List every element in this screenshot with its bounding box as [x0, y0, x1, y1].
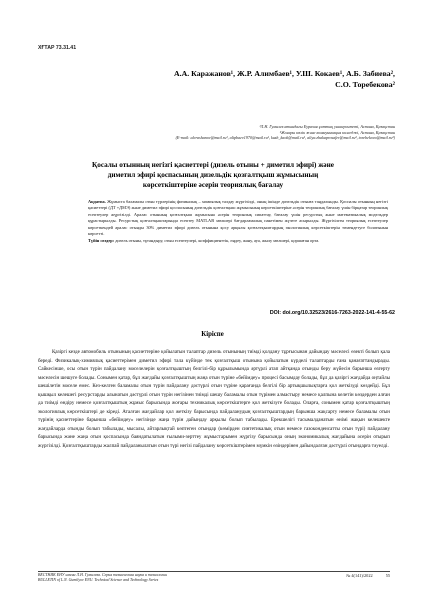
keywords-text: дизель отыны, тұтандыру, отын есептеулері, коэффициенттік, өңдеу, жану, ауа, жылу мөлшері, қоршаған орта.: [115, 237, 320, 243]
section-heading: Кіріспе: [201, 331, 224, 338]
title-line: диметил эфирі қоспасының дизельдік қозғалтқыш жұмысының: [107, 171, 319, 179]
abstract-label: Аңдатпа.: [88, 199, 106, 204]
body-text: [38, 348, 390, 451]
authors-line: С.О. Торебекова²: [335, 80, 395, 89]
affiliation-emails: (E-mail: alerashanov@mail.ru¹, alipbaev1970@mail.ru¹, kush_kaok@mail.ru¹, aliya.zhakaprosafer@mail.ru², torebekova@mail.ru²): [175, 135, 395, 141]
affiliation-line: ¹Л.Н. Гумилев атындағы Еуразия ұлттық университеті, Астана, Қазақстан: [259, 124, 395, 129]
footer-journal-ru: ВЕСТНИК ЕНУ имени Л.Н. Гумилева. Серия техническая наука и технологии: [38, 573, 168, 577]
body-paragraph: Қазіргі кезде автомобиль отынының қасиеттеріне қойылатын талаптар дизель отынының тиімді қолдану тұрғысынан дайындау мәселесі өзекті болып қала береді. Физикалық-химиялық қасиеттерімен диметил эфирі тала күйінде тек қозғалтқыш отынына қойылатын күрделі талаптарды ғана қанағаттандырады. Сайкесінше, осы отын түрін пайдалану мәселелерін қозғалтқыштың белгілі-бір құрылымында әртүрлі атап айтқанда отынды беру жүйесін барынша өзгерту мәселесін шешуге болады. Сонымен қатар, бұл жағдайы қозғалтқыштың жаңа отын түріне «бейімдеу» процесі басымдау болады, бұл да қазіргі жағдайда оңтайлы шешілетін мәселе емес. Кез-келген баламалы отын түрін пайдалану дәстүрлі отын түріне қарағанда белгілі бір артықшылықтарға қол жеткізуді көздейді. Бұл қышқыл келешегі ресурстарды алынатын дәстүрлі отын түрін негізінен тиімді шешу баламалы отын түрімен алмастыру немесе қалпына келетін көздерден алған да тиімді өндіру немесе қозғалтқыштың жұмыс барысында жоғары техникалық көрсеткіштерге қол жеткізуге болады. Оларға, сонымен қатар қозғалтқыштың экологиялық көрсеткіштері де кіреді. Аталған жағдайлар қол жеткізу барысында пайдаланудың қозғалтқыштардың барынша жақсарту немесе баламалы отын түрінің қасиеттеріне барынша «бейімдеу» негізінде жаңа түрін дайындау арқылы болып табылады. Ерекшелігі тасымалданатын өнімі жақын келешекте жағдайларда отынды болып табылады, мысалы, айтарлықтай көптеген отындар (көмірден синтетикалық отын немесе газоконденсатты отын түрі) пайдалану барысында және жаңа отын қоспасында баяндатылатын ғылыми-зерттеу жұмыстарымен жүргізу барысында оның экономикалық жағдайына әсерін отырып жүргізілді. Қозғалтқыштарды жалпай пайдаланылатын отын түрі негізі пайдалану көрсеткіштерімен мүмкін өзіндерінен дайындалған дәстүрлі отындарға тәуелді.: [38, 349, 390, 450]
footer-divider: [38, 571, 390, 572]
keywords: [88, 238, 388, 244]
authors-line: А.А. Каражанов¹, Ж.Р. Алимбаев¹, У.Ш. Кокаев¹, А.Б. Забиева²,: [174, 69, 395, 78]
doi-link[interactable]: DOI: doi.org/10.32523/2616-7263-2022-141-4-55-62: [269, 310, 395, 316]
affiliations: [65, 124, 395, 141]
title-line: көрсеткіштеріне әсерін теориялық бағалау: [142, 181, 284, 189]
keywords-label: Түйін сөздер:: [88, 237, 115, 243]
footer-issue-page: [334, 573, 390, 578]
page-number: 55: [385, 573, 390, 578]
title-line: Қосалы отынның негізгі қасиеттері (дизель отыны + диметил эфирі) және: [92, 161, 334, 169]
footer-journal-en: BULLETIN of L.N. Gumilyov ENU. Technical Science and Technology Series: [38, 578, 159, 583]
authors: [65, 68, 395, 90]
affiliation-line: ²Жоғары көлік және коммуникация колледжі, Астана, Қазақстан: [279, 129, 395, 135]
journal-footer: [38, 573, 167, 583]
abstract-text: Жұмыста баламалы отын түрлерінің физикалық – химиялық талдау жүргізілді, оның ішінде дизельдік отынға таңдалынды. Қоспалы отынның негізгі қасиеттері (ДТ +ДМЭ) және диметил эфирі қоспасының дизельдік қозғалтқыш жұмысының көрсеткіштеріне әсерін теориялық бағалау үшін бірқатар теориялық есептеулер жүргізілді. Аралас отынның қозғалтқыш жұмысына әсерін теориялық сипаттау, бағалау үшін ресурстық және математикалық модельдер құрастырылды. Ресурстық қозғалтқыштарында есептеу MATLAB мөлшері бағдарламалық пакетімен жүзеге асырылды. Жүргізілген теориялық есептеулер көрсеткендей аралас отынды 30% диметил эфирі дизель отынына қосу арқылы қозғалтқыштардың экологиялық көрсеткіштерін төмендетуге болатынын көрсетті.: [88, 199, 388, 237]
paper-title: [38, 160, 388, 190]
abstract: [88, 199, 388, 244]
issue-number: № 4(141)/2022: [346, 573, 373, 578]
udc-code: ХҒТАР 73.31.41: [38, 45, 77, 51]
